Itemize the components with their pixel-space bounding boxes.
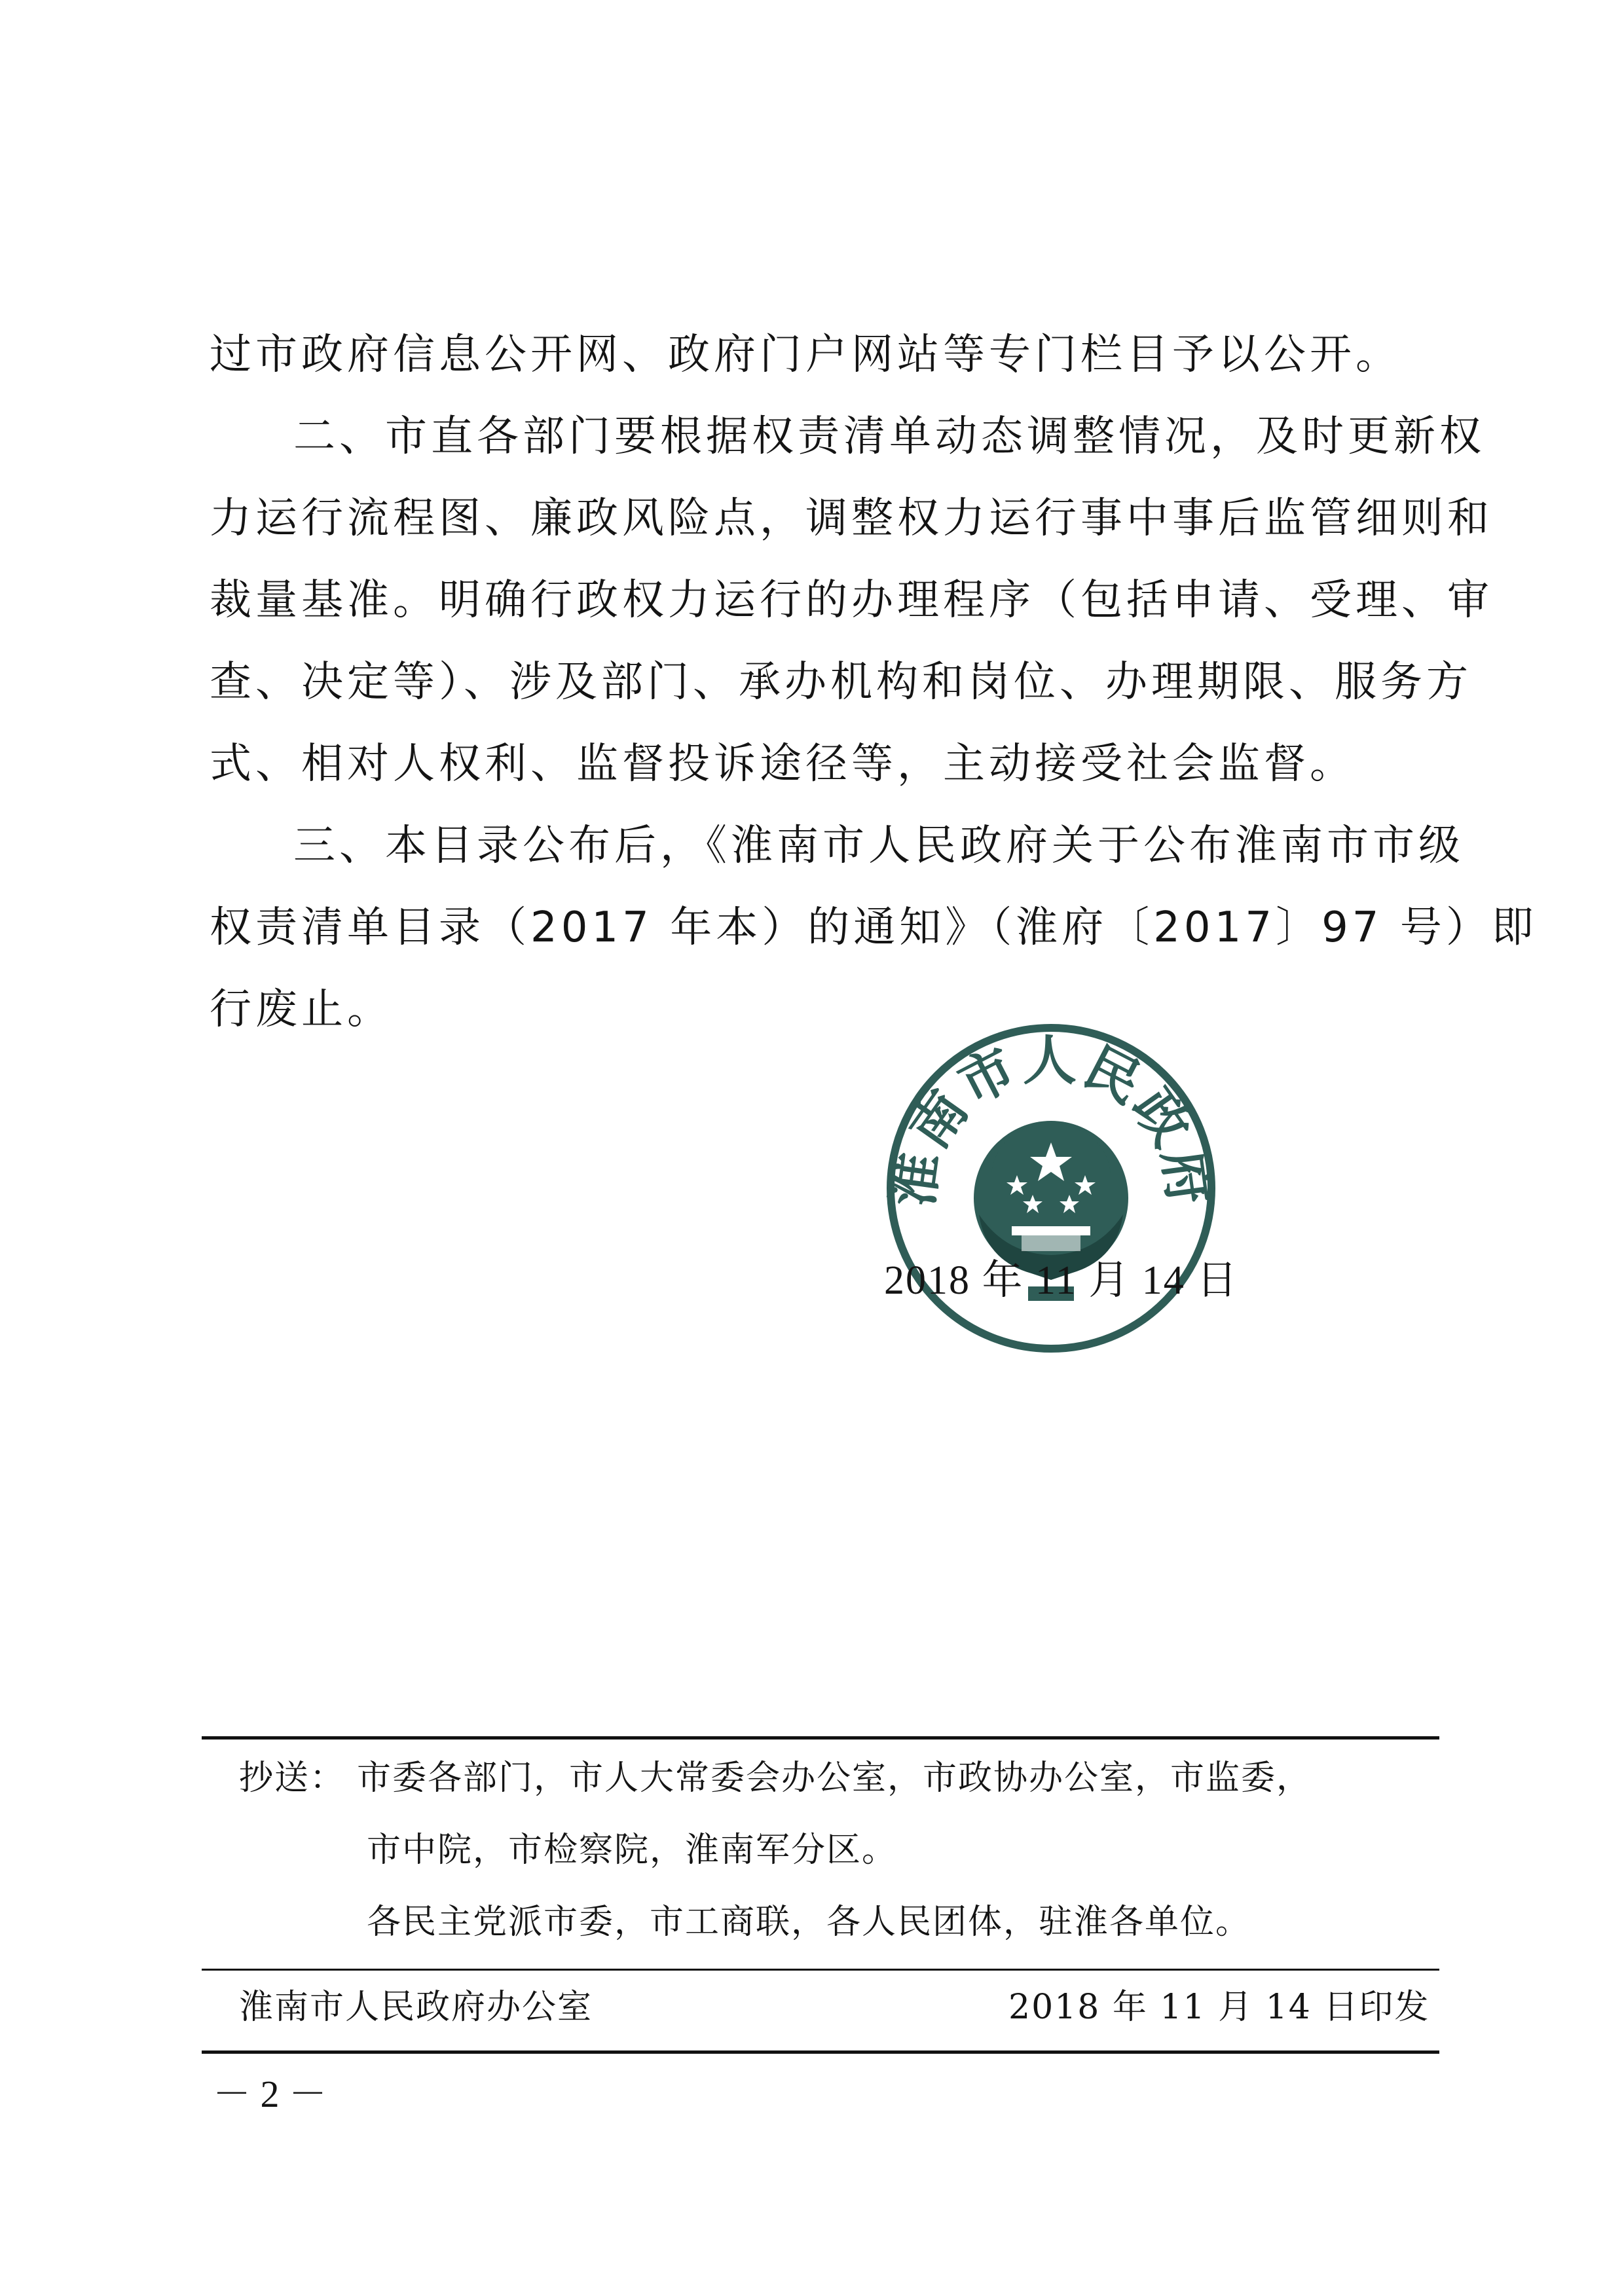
paragraph-2-line-5: 式、相对人权利、监督投诉途径等，主动接受社会监督。 [210,740,1356,788]
footer-bottom-rule [202,2050,1439,2054]
cc-label: 抄送： [239,1758,346,1798]
seal-text: 淮南市人民政府 [881,1030,1221,1211]
footer-top-rule [202,1736,1439,1740]
paragraph-3-line-2: 权责清单目录（2017 年本）的通知》（淮府〔2017〕97 号）即 [210,903,1538,952]
paragraph-1-line-1: 过市政府信息公开网、政府门户网站等专门栏目予以公开。 [210,331,1401,379]
cc-recipients-line-3: 各民主党派市委，市工商联，各人民团体，驻淮各单位。 [367,1903,1251,1942]
signature-date: 2018 年 11 月 14 日 [884,1258,1239,1303]
cc-recipients-line-1: 市委各部门，市人大常委会办公室，市政协办公室，市监委， [357,1758,1312,1798]
footer-middle-rule [202,1969,1439,1971]
paragraph-2-line-4: 查、决定等）、涉及部门、承办机构和岗位、办理期限、服务方 [210,658,1472,706]
issuer-name: 淮南市人民政府办公室 [239,1988,593,2027]
paragraph-2-line-3: 裁量基准。明确行政权力运行的办理程序（包括申请、受理、审 [210,576,1493,625]
cc-recipients-line-2: 市中院，市检察院，淮南军分区。 [367,1831,898,1870]
official-seal-icon [881,1018,1221,1358]
paragraph-3-line-3: 行废止。 [210,985,393,1034]
paragraph-2-line-1: 二、市直各部门要根据权责清单动态调整情况，及时更新权 [293,412,1485,461]
paragraph-2-line-2: 力运行流程图、廉政风险点，调整权力运行事中事后监管细则和 [210,494,1493,543]
issue-date: 2018 年 11 月 14 日印发 [1008,1988,1430,2027]
page-number: － 2 － [213,2073,327,2115]
paragraph-3-line-1: 三、本目录公布后，《淮南市人民政府关于公布淮南市市级 [293,822,1464,870]
